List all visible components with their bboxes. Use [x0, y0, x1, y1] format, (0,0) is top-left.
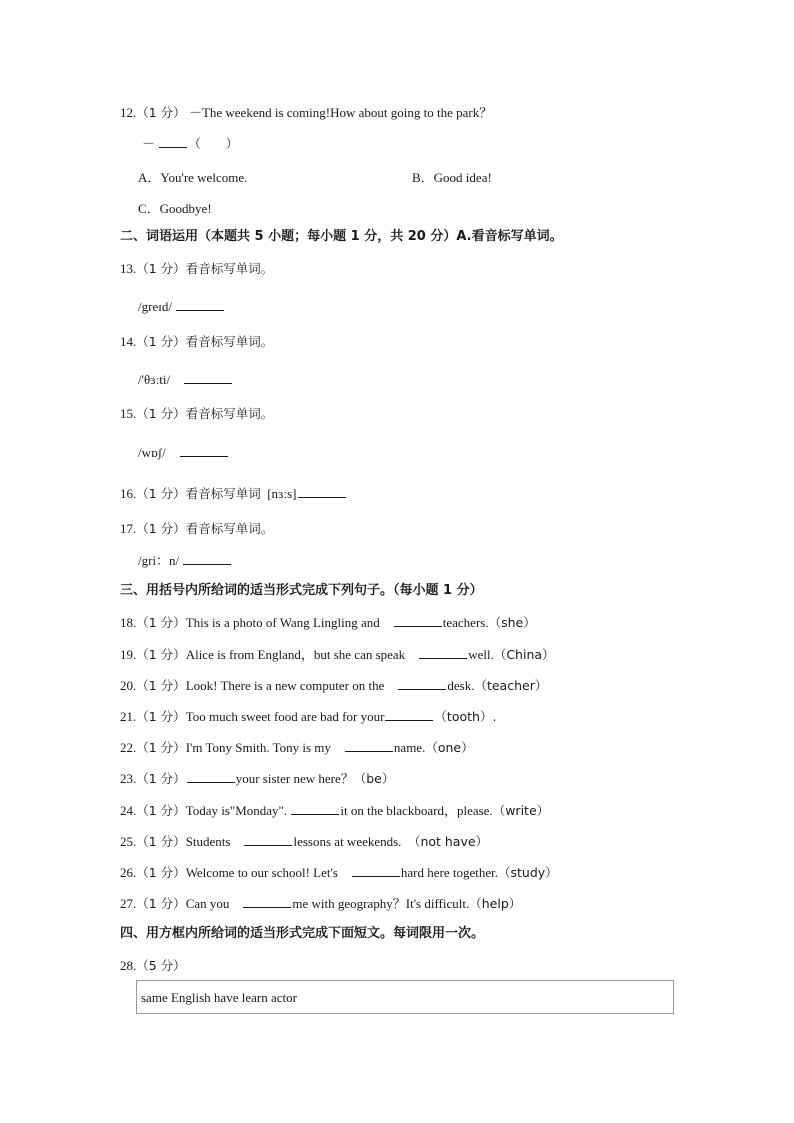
question-score: （1 分） — [136, 740, 186, 755]
option-c[interactable] — [138, 198, 212, 217]
question-number: 12. — [120, 105, 137, 120]
sentence-after: hard here together. — [400, 865, 498, 880]
answer-blank[interactable] — [243, 895, 291, 908]
question-13 — [120, 261, 273, 277]
word-bank-text: same English have learn actor — [141, 990, 297, 1005]
option-text: Good idea! — [433, 170, 492, 185]
question-score: （1 分） — [136, 406, 186, 421]
answer-blank[interactable] — [291, 802, 339, 815]
question-number: 19. — [120, 647, 137, 662]
question-score: （1 分） — [136, 105, 186, 120]
sentence-after: name. — [393, 740, 426, 755]
question-20 — [120, 677, 547, 694]
answer-blank[interactable] — [180, 444, 228, 457]
word-hint: （help） — [469, 896, 522, 911]
question-number: 15. — [120, 406, 137, 421]
question-score: （1 分） — [136, 896, 186, 911]
question-24 — [120, 802, 549, 819]
answer-paren: （ ） — [188, 136, 239, 151]
option-key: B． — [412, 170, 434, 185]
question-number: 23. — [120, 771, 137, 786]
question-28 — [120, 958, 186, 974]
question-13-phonetic — [138, 298, 225, 315]
question-27 — [120, 895, 521, 912]
section-3-heading: 三、用括号内所给词的适当形式完成下列句子。（每小题 1 分） — [120, 583, 483, 598]
question-score: （1 分） — [136, 486, 186, 501]
question-12-reply — [142, 135, 238, 152]
answer-blank[interactable] — [183, 552, 231, 565]
question-score: （1 分） — [136, 334, 186, 349]
question-score: （5 分） — [136, 958, 186, 973]
question-number: 17. — [120, 521, 137, 536]
option-b[interactable] — [412, 167, 492, 186]
word-hint: （be） — [353, 771, 395, 786]
question-23 — [120, 770, 394, 787]
question-score: （1 分） — [136, 803, 186, 818]
answer-blank[interactable] — [352, 864, 400, 877]
question-number: 20. — [120, 678, 137, 693]
answer-blank[interactable] — [187, 770, 235, 783]
sentence-before: Look! There is a new computer on the — [185, 678, 385, 693]
question-score: （1 分） — [136, 834, 186, 849]
question-17-phonetic — [138, 552, 232, 569]
sentence-after: lessons at weekends. — [293, 834, 402, 849]
question-15-phonetic — [138, 444, 229, 461]
sentence-after: desk. — [447, 678, 475, 693]
question-score: （1 分） — [136, 678, 186, 693]
question-score: （1 分） — [136, 261, 186, 276]
question-number: 14. — [120, 334, 137, 349]
phonetic-text: /'θɜːti/ — [138, 372, 171, 387]
answer-blank[interactable] — [184, 371, 232, 384]
answer-blank[interactable] — [345, 739, 393, 752]
question-prompt: 看音标写单词。 — [185, 406, 274, 421]
question-score: （1 分） — [136, 521, 186, 536]
word-hint: （not have） — [407, 834, 489, 849]
question-17 — [120, 521, 273, 537]
question-14 — [120, 334, 273, 350]
sentence-before: Too much sweet food are bad for your — [185, 709, 385, 724]
answer-blank[interactable] — [385, 708, 433, 721]
question-score: （1 分） — [136, 709, 186, 724]
sentence-after: well. — [468, 647, 494, 662]
option-key: C． — [138, 201, 160, 216]
question-text: －The weekend is coming!How about going to the park？ — [188, 105, 493, 120]
word-hint: （write） — [492, 803, 550, 818]
question-number: 26. — [120, 865, 137, 880]
word-hint: （tooth）. — [434, 709, 497, 724]
question-26 — [120, 864, 558, 881]
answer-blank[interactable] — [244, 833, 292, 846]
question-number: 18. — [120, 615, 137, 630]
word-hint: （teacher） — [474, 678, 548, 693]
question-12 — [120, 105, 492, 121]
question-prompt: 看音标写单词。 — [185, 521, 274, 536]
word-bank-box — [136, 980, 674, 1014]
answer-blank[interactable] — [298, 485, 346, 498]
question-22 — [120, 739, 474, 756]
option-text: Goodbye! — [159, 201, 212, 216]
sentence-before: This is a photo of Wang Lingling and — [185, 615, 380, 630]
question-16 — [120, 485, 347, 502]
question-score: （1 分） — [136, 647, 186, 662]
section-2-heading: 二、词语运用（本题共 5 小题；每小题 1 分，共 20 分）A.看音标写单词。 — [120, 229, 563, 244]
question-19 — [120, 646, 555, 663]
question-15 — [120, 406, 273, 422]
section-4-heading: 四、用方框内所给词的适当形式完成下面短文。每词限用一次。 — [120, 926, 485, 941]
phonetic-text: /gri：n/ — [138, 553, 180, 568]
question-number: 22. — [120, 740, 137, 755]
word-hint: （she） — [488, 615, 536, 630]
phonetic-text: /wɒʃ/ — [138, 445, 166, 460]
question-score: （1 分） — [136, 865, 186, 880]
sentence-before: Can you — [185, 896, 230, 911]
question-score: （1 分） — [136, 771, 186, 786]
phonetic-text: [nɜːs] — [267, 486, 297, 501]
answer-blank[interactable] — [159, 135, 187, 148]
answer-blank[interactable] — [419, 646, 467, 659]
question-18 — [120, 614, 536, 631]
word-hint: （one） — [425, 740, 474, 755]
question-number: 25. — [120, 834, 137, 849]
question-prompt: 看音标写单词。 — [185, 334, 274, 349]
reply-dash: － — [142, 136, 156, 151]
sentence-before: I'm Tony Smith. Tony is my — [185, 740, 331, 755]
sentence-before: Students — [185, 834, 231, 849]
answer-blank[interactable] — [176, 298, 224, 311]
question-number: 16. — [120, 486, 137, 501]
question-number: 13. — [120, 261, 137, 276]
question-score: （1 分） — [136, 615, 186, 630]
word-hint: （China） — [493, 647, 555, 662]
question-number: 28. — [120, 958, 137, 973]
question-number: 24. — [120, 803, 137, 818]
question-number: 21. — [120, 709, 137, 724]
phonetic-text: /greɪd/ — [138, 299, 172, 314]
sentence-after: it on the blackboard，please. — [340, 803, 493, 818]
answer-blank[interactable] — [398, 677, 446, 690]
sentence-after: your sister new here？ — [235, 771, 354, 786]
sentence-before: Welcome to our school! Let's — [185, 865, 338, 880]
sentence-before: Today is"Monday". — [185, 803, 288, 818]
word-hint: （study） — [497, 865, 558, 880]
sentence-before: Alice is from England，but she can speak — [185, 647, 406, 662]
sentence-after: me with geography？It's difficult. — [292, 896, 470, 911]
question-21 — [120, 708, 496, 725]
question-number: 27. — [120, 896, 137, 911]
question-prompt: 看音标写单词。 — [185, 261, 274, 276]
answer-blank[interactable] — [394, 614, 442, 627]
question-14-phonetic — [138, 371, 233, 388]
question-25 — [120, 833, 488, 850]
sentence-after: teachers. — [442, 615, 489, 630]
question-prompt: 看音标写单词 — [185, 486, 261, 501]
option-a[interactable] — [138, 167, 247, 186]
option-text: You're welcome. — [160, 170, 248, 185]
option-key: A． — [138, 170, 161, 185]
